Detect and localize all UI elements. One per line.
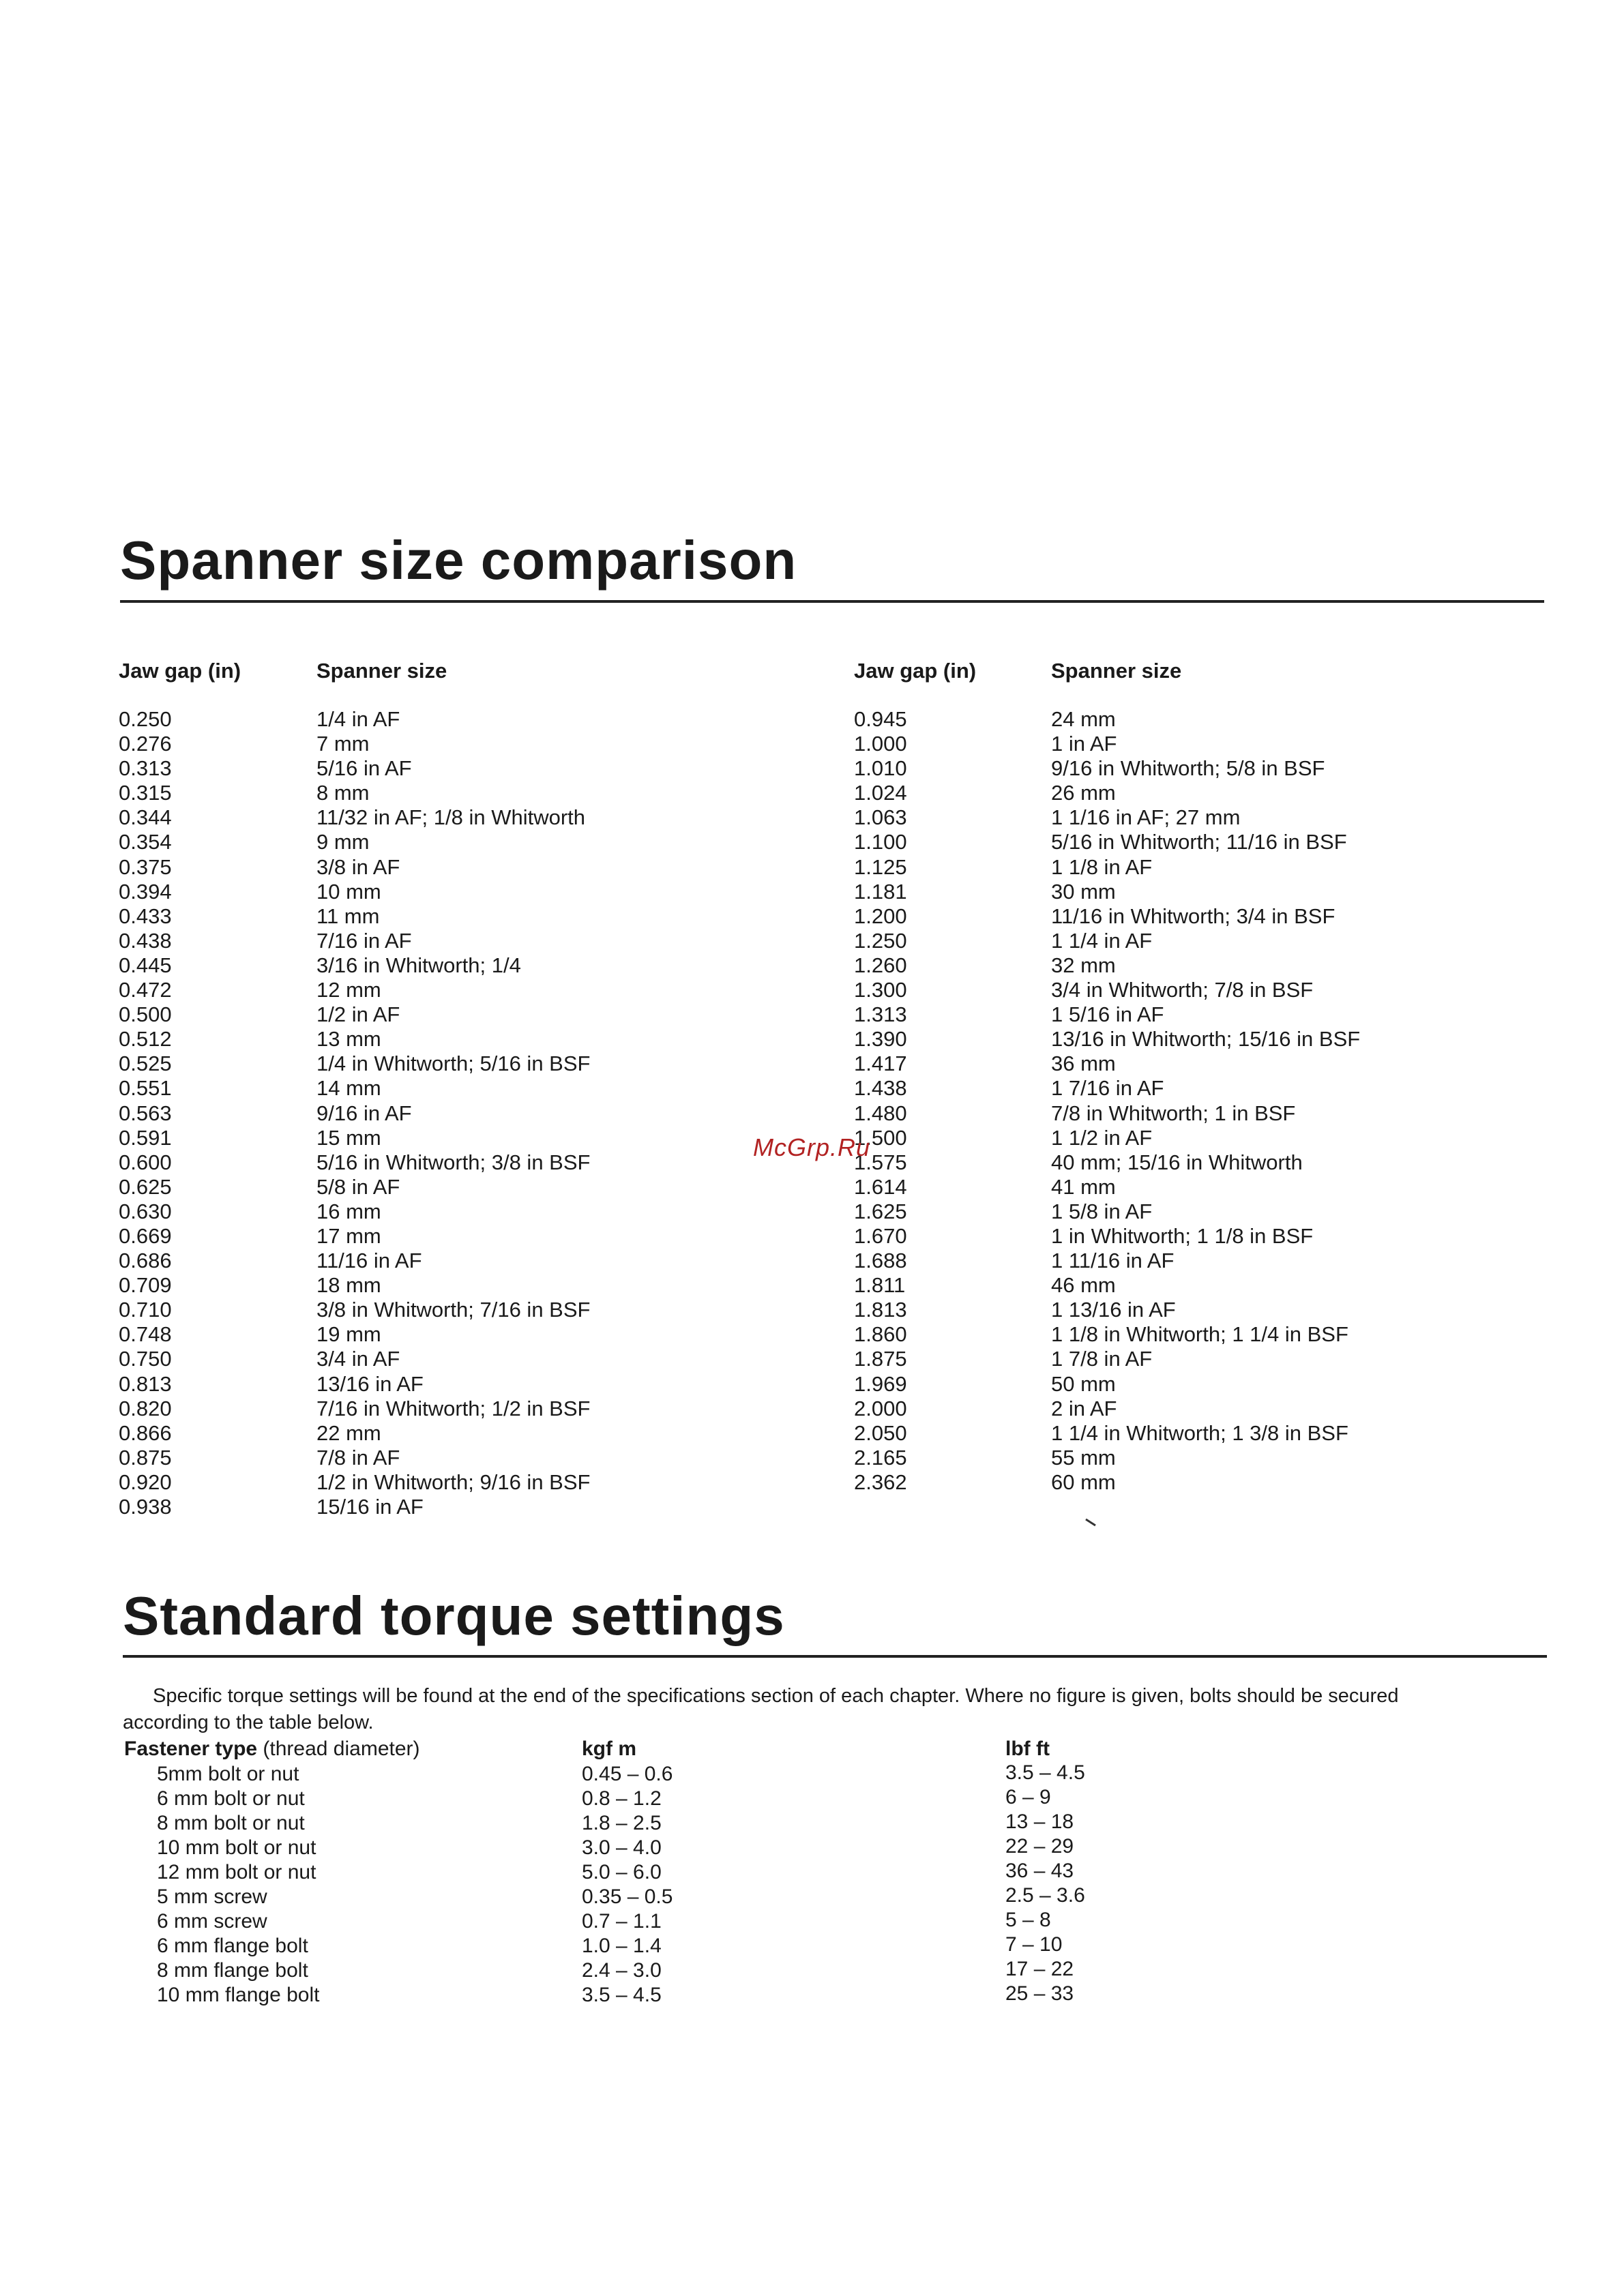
spanner-size-value: 1 1/16 in AF; 27 mm — [1051, 805, 1241, 830]
torque-intro-text — [123, 1683, 1446, 1736]
spanner-size-value: 1 5/8 in AF — [1051, 1199, 1153, 1223]
jaw-gap-value: 1.500 — [854, 1125, 907, 1150]
torque-title-rule — [123, 1655, 1547, 1658]
jaw-gap-value: 1.811 — [854, 1273, 906, 1298]
jaw-gap-value: 1.300 — [854, 978, 907, 1002]
jaw-gap-value: 0.563 — [119, 1101, 172, 1125]
right-spanner-size-header: Spanner size — [1051, 659, 1182, 683]
jaw-gap-value: 0.394 — [119, 879, 172, 904]
spanner-size-value: 14 mm — [316, 1076, 381, 1101]
spanner-size-value: 22 mm — [316, 1420, 381, 1445]
lbf-value: 25 – 33 — [1005, 1982, 1074, 2005]
jaw-gap-value: 0.438 — [119, 928, 172, 953]
jaw-gap-value: 1.670 — [854, 1223, 907, 1248]
spanner-size-value: 2 in AF — [1051, 1396, 1117, 1420]
spanner-size-value: 11/32 in AF; 1/8 in Whitworth — [316, 805, 586, 830]
jaw-gap-value: 0.820 — [119, 1396, 172, 1420]
jaw-gap-value: 0.748 — [119, 1322, 172, 1347]
fastener-type-value: 5mm bolt or nut — [157, 1763, 299, 1785]
jaw-gap-value: 1.480 — [854, 1101, 907, 1125]
lbf-column — [1005, 1761, 1085, 2006]
jaw-gap-value: 0.315 — [119, 781, 172, 805]
jaw-gap-value: 1.100 — [854, 830, 907, 854]
kgf-value: 1.0 – 1.4 — [582, 1935, 662, 1957]
spanner-size-value: 3/16 in Whitworth; 1/4 — [316, 953, 521, 977]
spanner-size-value: 1 1/4 in Whitworth; 1 3/8 in BSF — [1051, 1420, 1348, 1445]
spanner-size-value: 30 mm — [1051, 879, 1116, 904]
fastener-type-header — [124, 1738, 420, 1761]
spanner-size-value: 13/16 in AF — [316, 1371, 424, 1396]
jaw-gap-value: 0.551 — [119, 1076, 172, 1101]
fastener-type-note: (thread diameter) — [263, 1738, 420, 1760]
spanner-size-value: 13/16 in Whitworth; 15/16 in BSF — [1051, 1027, 1361, 1052]
jaw-gap-value: 0.709 — [119, 1273, 172, 1298]
spanner-size-value: 8 mm — [316, 781, 370, 805]
kgf-value: 1.8 – 2.5 — [582, 1812, 662, 1834]
spanner-section-title: Spanner size comparison — [120, 530, 797, 591]
spanner-size-value: 1 5/16 in AF — [1051, 1002, 1164, 1027]
spanner-size-value: 5/16 in Whitworth; 11/16 in BSF — [1051, 830, 1347, 854]
jaw-gap-value: 0.591 — [119, 1125, 172, 1150]
spanner-size-value: 17 mm — [316, 1223, 381, 1248]
jaw-gap-value: 0.500 — [119, 1002, 172, 1027]
spanner-size-value: 60 mm — [1051, 1470, 1116, 1494]
spanner-size-value: 7/8 in Whitworth; 1 in BSF — [1051, 1101, 1296, 1125]
jaw-gap-value: 2.000 — [854, 1396, 907, 1420]
watermark: McGrp.Ru — [753, 1133, 871, 1161]
spanner-size-value: 15 mm — [316, 1125, 381, 1150]
jaw-gap-value: 0.250 — [119, 707, 172, 731]
kgf-column — [582, 1762, 673, 2008]
spanner-size-value: 1 13/16 in AF — [1051, 1298, 1176, 1322]
spanner-size-value: 24 mm — [1051, 707, 1116, 731]
spanner-size-value: 1 11/16 in AF — [1051, 1249, 1175, 1273]
jaw-gap-value: 0.354 — [119, 830, 172, 854]
spanner-size-value: 7/16 in AF — [316, 928, 412, 953]
spanner-size-value: 18 mm — [316, 1273, 381, 1298]
spanner-size-value: 46 mm — [1051, 1273, 1116, 1298]
jaw-gap-value: 1.181 — [854, 879, 907, 904]
jaw-gap-value: 1.063 — [854, 805, 907, 830]
kgf-header: kgf m — [582, 1738, 637, 1760]
spanner-size-value: 41 mm — [1051, 1174, 1116, 1199]
kgf-value: 0.7 – 1.1 — [582, 1910, 662, 1933]
jaw-gap-value: 0.433 — [119, 904, 172, 928]
spanner-size-value: 1 1/2 in AF — [1051, 1125, 1153, 1150]
jaw-gap-value: 1.313 — [854, 1002, 907, 1027]
spanner-size-value: 1 in Whitworth; 1 1/8 in BSF — [1051, 1223, 1314, 1248]
spanner-size-value: 9/16 in AF — [316, 1101, 412, 1125]
spanner-size-value: 40 mm; 15/16 in Whitworth — [1051, 1150, 1303, 1174]
torque-intro-paragraph: Specific torque settings will be found at the end of the specifications section of each chapter. Where no figure is given, bolts should be secured according to the table below. — [123, 1685, 1399, 1733]
fastener-type-value: 10 mm bolt or nut — [157, 1836, 316, 1859]
jaw-gap-value: 1.614 — [854, 1174, 907, 1199]
jaw-gap-value: 0.866 — [119, 1420, 172, 1445]
spanner-size-value: 3/4 in Whitworth; 7/8 in BSF — [1051, 978, 1314, 1002]
spanner-size-value: 1 1/8 in AF — [1051, 854, 1153, 879]
spanner-size-value: 1/4 in AF — [316, 707, 400, 731]
scan-speck-mark — [1084, 1518, 1098, 1527]
spanner-size-value: 1 in AF — [1051, 732, 1117, 756]
jaw-gap-value: 0.938 — [119, 1495, 172, 1519]
right-spanner-size-column — [1051, 707, 1360, 1495]
spanner-size-value: 11/16 in Whitworth; 3/4 in BSF — [1051, 904, 1335, 928]
right-jaw-gap-header: Jaw gap (in) — [854, 659, 977, 683]
jaw-gap-value: 0.375 — [119, 854, 172, 879]
lbf-value: 17 – 22 — [1005, 1958, 1074, 1980]
jaw-gap-value: 1.417 — [854, 1052, 907, 1076]
spanner-size-value: 16 mm — [316, 1199, 381, 1223]
fastener-type-value: 6 mm bolt or nut — [157, 1787, 305, 1810]
spanner-title-rule — [120, 600, 1544, 603]
fastener-type-value: 8 mm bolt or nut — [157, 1812, 305, 1834]
fastener-type-value: 10 mm flange bolt — [157, 1984, 320, 2006]
jaw-gap-value: 0.669 — [119, 1223, 172, 1248]
spanner-size-value: 9 mm — [316, 830, 370, 854]
jaw-gap-value: 2.050 — [854, 1420, 907, 1445]
kgf-value: 0.8 – 1.2 — [582, 1787, 662, 1810]
spanner-size-value: 7 mm — [316, 732, 370, 756]
spanner-size-value: 55 mm — [1051, 1445, 1116, 1470]
left-spanner-size-column — [316, 707, 590, 1519]
spanner-size-value: 12 mm — [316, 978, 381, 1002]
kgf-value: 3.0 – 4.0 — [582, 1836, 662, 1859]
lbf-value: 7 – 10 — [1005, 1933, 1063, 1956]
jaw-gap-value: 1.390 — [854, 1027, 907, 1052]
jaw-gap-value: 1.024 — [854, 781, 907, 805]
jaw-gap-value: 1.875 — [854, 1347, 907, 1371]
left-spanner-size-header: Spanner size — [316, 659, 447, 683]
fastener-type-value: 12 mm bolt or nut — [157, 1861, 316, 1883]
fastener-type-value: 6 mm flange bolt — [157, 1935, 308, 1957]
jaw-gap-value: 1.000 — [854, 732, 907, 756]
kgf-value: 2.4 – 3.0 — [582, 1959, 662, 1982]
right-jaw-gap-column — [854, 707, 907, 1495]
jaw-gap-value: 1.200 — [854, 904, 907, 928]
lbf-value: 22 – 29 — [1005, 1835, 1074, 1858]
spanner-size-value: 11 mm — [316, 904, 380, 928]
spanner-size-value: 3/8 in AF — [316, 854, 400, 879]
jaw-gap-value: 0.750 — [119, 1347, 172, 1371]
spanner-size-value: 10 mm — [316, 879, 381, 904]
spanner-size-value: 1 7/8 in AF — [1051, 1347, 1153, 1371]
spanner-size-value: 1/2 in AF — [316, 1002, 400, 1027]
jaw-gap-value: 0.710 — [119, 1298, 172, 1322]
jaw-gap-value: 0.920 — [119, 1470, 172, 1494]
spanner-size-value: 13 mm — [316, 1027, 381, 1052]
fastener-type-value: 5 mm screw — [157, 1885, 267, 1908]
lbf-value: 2.5 – 3.6 — [1005, 1884, 1085, 1907]
spanner-size-value: 3/4 in AF — [316, 1347, 400, 1371]
jaw-gap-value: 0.600 — [119, 1150, 172, 1174]
spanner-size-value: 5/16 in AF — [316, 756, 412, 781]
jaw-gap-value: 0.344 — [119, 805, 172, 830]
fastener-type-value: 6 mm screw — [157, 1910, 267, 1933]
kgf-value: 5.0 – 6.0 — [582, 1861, 662, 1883]
spanner-size-value: 1 1/8 in Whitworth; 1 1/4 in BSF — [1051, 1322, 1348, 1347]
jaw-gap-value: 0.945 — [854, 707, 907, 731]
jaw-gap-value: 0.445 — [119, 953, 172, 977]
spanner-size-value: 1 1/4 in AF — [1051, 928, 1153, 953]
jaw-gap-value: 1.260 — [854, 953, 907, 977]
kgf-value: 3.5 – 4.5 — [582, 1984, 662, 2006]
spanner-size-value: 5/8 in AF — [316, 1174, 400, 1199]
jaw-gap-value: 0.525 — [119, 1052, 172, 1076]
lbf-value: 6 – 9 — [1005, 1786, 1051, 1808]
jaw-gap-value: 0.625 — [119, 1174, 172, 1199]
torque-section-title: Standard torque settings — [123, 1585, 785, 1646]
jaw-gap-value: 0.686 — [119, 1249, 172, 1273]
jaw-gap-value: 1.250 — [854, 928, 907, 953]
spanner-size-value: 1/4 in Whitworth; 5/16 in BSF — [316, 1052, 591, 1076]
spanner-size-value: 5/16 in Whitworth; 3/8 in BSF — [316, 1150, 591, 1174]
spanner-size-value: 1 7/16 in AF — [1051, 1076, 1164, 1101]
spanner-size-value: 32 mm — [1051, 953, 1116, 977]
spanner-size-value: 1/2 in Whitworth; 9/16 in BSF — [316, 1470, 591, 1494]
spanner-size-value: 50 mm — [1051, 1371, 1116, 1396]
spanner-size-value: 11/16 in AF — [316, 1249, 422, 1273]
jaw-gap-value: 0.813 — [119, 1371, 172, 1396]
lbf-value: 3.5 – 4.5 — [1005, 1761, 1085, 1784]
jaw-gap-value: 1.688 — [854, 1249, 907, 1273]
spanner-size-value: 19 mm — [316, 1322, 381, 1347]
jaw-gap-value: 1.125 — [854, 854, 907, 879]
spanner-size-value: 7/16 in Whitworth; 1/2 in BSF — [316, 1396, 591, 1420]
spanner-size-value: 7/8 in AF — [316, 1445, 400, 1470]
lbf-value: 5 – 8 — [1005, 1909, 1051, 1931]
kgf-value: 0.35 – 0.5 — [582, 1885, 673, 1908]
lbf-header: lbf ft — [1005, 1738, 1050, 1760]
spanner-size-value: 15/16 in AF — [316, 1495, 424, 1519]
left-jaw-gap-header: Jaw gap (in) — [119, 659, 241, 683]
fastener-type-value: 8 mm flange bolt — [157, 1959, 308, 1982]
jaw-gap-value: 2.165 — [854, 1445, 907, 1470]
spanner-size-value: 9/16 in Whitworth; 5/8 in BSF — [1051, 756, 1325, 781]
jaw-gap-value: 0.512 — [119, 1027, 172, 1052]
jaw-gap-value: 1.813 — [854, 1298, 907, 1322]
jaw-gap-value: 0.630 — [119, 1199, 172, 1223]
jaw-gap-value: 0.276 — [119, 732, 172, 756]
jaw-gap-value: 0.875 — [119, 1445, 172, 1470]
spanner-size-value: 3/8 in Whitworth; 7/16 in BSF — [316, 1298, 591, 1322]
left-jaw-gap-column — [119, 707, 172, 1519]
lbf-value: 13 – 18 — [1005, 1810, 1074, 1833]
jaw-gap-value: 1.860 — [854, 1322, 907, 1347]
jaw-gap-value: 1.575 — [854, 1150, 907, 1174]
spanner-size-value: 26 mm — [1051, 781, 1116, 805]
jaw-gap-value: 1.010 — [854, 756, 907, 781]
jaw-gap-value: 1.969 — [854, 1371, 907, 1396]
jaw-gap-value: 0.313 — [119, 756, 172, 781]
fastener-type-column — [157, 1762, 319, 2008]
jaw-gap-value: 2.362 — [854, 1470, 907, 1494]
jaw-gap-value: 0.472 — [119, 978, 172, 1002]
lbf-value: 36 – 43 — [1005, 1860, 1074, 1882]
jaw-gap-value: 1.625 — [854, 1199, 907, 1223]
kgf-value: 0.45 – 0.6 — [582, 1763, 673, 1785]
fastener-type-label: Fastener type — [124, 1738, 258, 1760]
jaw-gap-value: 1.438 — [854, 1076, 907, 1101]
spanner-size-value: 36 mm — [1051, 1052, 1116, 1076]
